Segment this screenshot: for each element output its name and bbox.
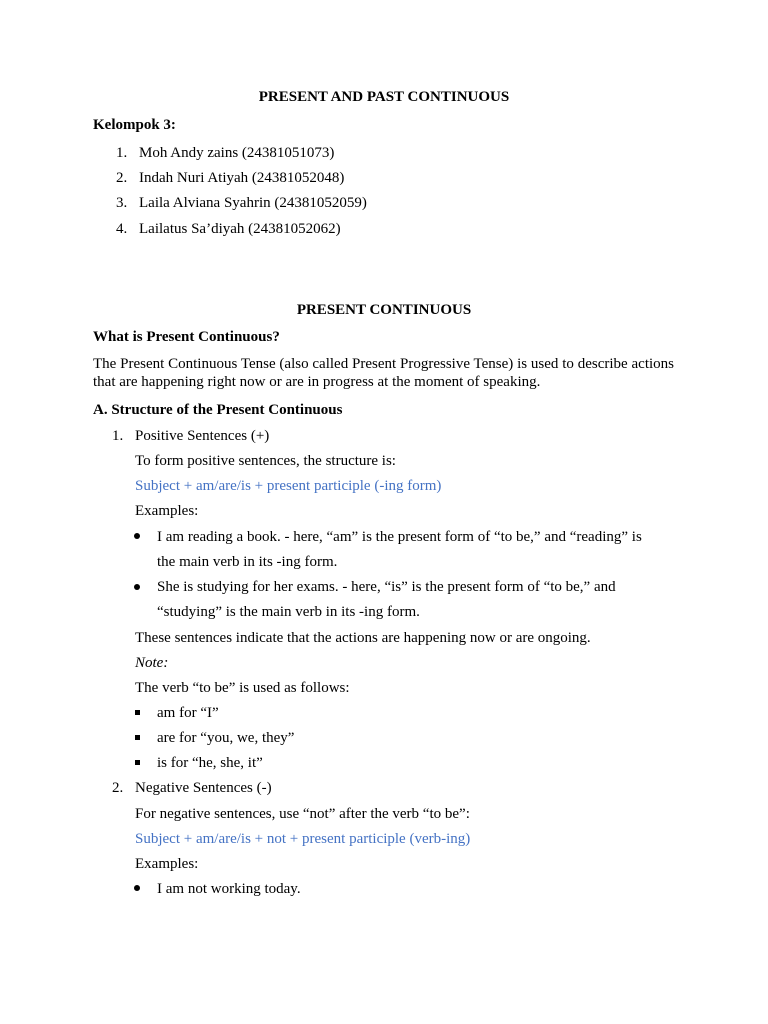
section-title: PRESENT CONTINUOUS <box>296 302 472 318</box>
list-number: 3. <box>116 195 128 211</box>
bullet-icon <box>134 885 140 891</box>
member-item: Moh Andy zains (24381051073) <box>139 145 335 161</box>
positive-intro: To form positive sentences, the structure is: <box>135 453 396 469</box>
bullet-icon <box>134 533 140 539</box>
negative-formula: Subject + am/are/is + not + present participle (verb-ing) <box>135 831 471 847</box>
example-line: She is studying for her exams. - here, “is” is the present form of “to be,” and <box>157 579 616 595</box>
member-item: Laila Alviana Syahrin (24381052059) <box>139 195 367 211</box>
example-line: “studying” is the main verb in its -ing form. <box>157 604 420 620</box>
note-label: Note: <box>135 655 169 671</box>
definition-paragraph: The Present Continuous Tense (also called Present Progressive Tense) is used to describe actions that are happening right now or are in progress at the moment of speaking. <box>93 356 674 390</box>
list-number: 1. <box>112 428 124 444</box>
note-item: are for “you, we, they” <box>157 730 295 746</box>
list-number: 2. <box>116 170 128 186</box>
member-item: Lailatus Sa’diyah (24381052062) <box>139 221 341 237</box>
positive-conclusion: These sentences indicate that the actions are happening now or are ongoing. <box>135 630 591 646</box>
list-number: 2. <box>112 780 124 796</box>
negative-label: Negative Sentences (-) <box>135 780 272 796</box>
document-title: PRESENT AND PAST CONTINUOUS <box>258 89 510 105</box>
examples-label: Examples: <box>135 856 199 872</box>
example-line: I am not working today. <box>157 881 301 897</box>
positive-label: Positive Sentences (+) <box>135 428 270 444</box>
square-bullet-icon <box>135 760 140 765</box>
member-item: Indah Nuri Atiyah (24381052048) <box>139 170 345 186</box>
structure-heading: A. Structure of the Present Continuous <box>93 402 343 418</box>
note-intro: The verb “to be” is used as follows: <box>135 680 350 696</box>
square-bullet-icon <box>135 735 140 740</box>
question-heading: What is Present Continuous? <box>93 329 280 345</box>
positive-formula: Subject + am/are/is + present participle (-ing form) <box>135 478 442 494</box>
negative-intro: For negative sentences, use “not” after the verb “to be”: <box>135 806 470 822</box>
square-bullet-icon <box>135 710 140 715</box>
group-label: Kelompok 3: <box>93 117 176 133</box>
list-number: 1. <box>116 145 128 161</box>
example-line: I am reading a book. - here, “am” is the present form of “to be,” and “reading” is <box>157 529 642 545</box>
note-item: am for “I” <box>157 705 219 721</box>
example-line: the main verb in its -ing form. <box>157 554 338 570</box>
examples-label: Examples: <box>135 503 199 519</box>
note-item: is for “he, she, it” <box>157 755 263 771</box>
bullet-icon <box>134 584 140 590</box>
list-number: 4. <box>116 221 128 237</box>
